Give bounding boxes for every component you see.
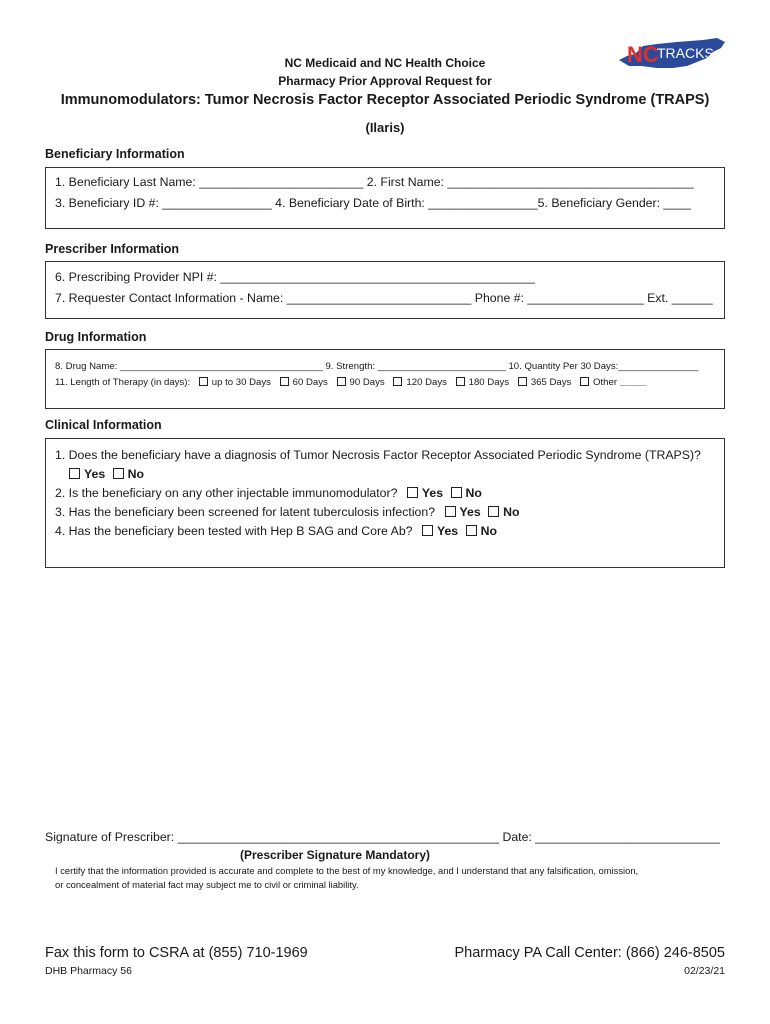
checkbox-30-days[interactable] bbox=[199, 377, 208, 386]
clinical-heading: Clinical Information bbox=[45, 418, 162, 432]
drug-heading: Drug Information bbox=[45, 330, 147, 344]
therapy-length-line bbox=[55, 377, 646, 388]
clinical-q4: 4. Has the beneficiary been tested with Hep B SAG and Core Ab? bbox=[55, 524, 413, 538]
signature-mandatory: (Prescriber Signature Mandatory) bbox=[239, 848, 431, 862]
drug-name-line[interactable]: 8. Drug Name: ______________________________________ 9. Strength: ________________________ 10. Quantity Per 30 Days:_______________ bbox=[55, 361, 699, 372]
beneficiary-box bbox=[45, 167, 725, 229]
checkbox-120-days[interactable] bbox=[393, 377, 402, 386]
beneficiary-heading: Beneficiary Information bbox=[45, 147, 185, 161]
page-subtitle: (Ilaris) bbox=[365, 120, 405, 135]
q2-no-checkbox[interactable] bbox=[451, 487, 462, 498]
q4-yes-checkbox[interactable] bbox=[422, 525, 433, 536]
fax-info: Fax this form to CSRA at (855) 710-1969 bbox=[45, 945, 308, 961]
clinical-q3-row bbox=[55, 505, 520, 519]
q3-yes-checkbox[interactable] bbox=[445, 506, 456, 517]
option-60-days: 60 Days bbox=[292, 377, 328, 388]
checkbox-other[interactable] bbox=[580, 377, 589, 386]
q3-no-checkbox[interactable] bbox=[488, 506, 499, 517]
checkbox-180-days[interactable] bbox=[456, 377, 465, 386]
option-other: Other bbox=[593, 377, 618, 388]
q3-yes-label: Yes bbox=[459, 505, 481, 519]
certification-line-2: or concealment of material fact may subject me to civil or criminal liability. bbox=[55, 879, 359, 890]
call-center-info: Pharmacy PA Call Center: (866) 246-8505 bbox=[454, 945, 725, 961]
beneficiary-id-line[interactable]: 3. Beneficiary ID #: ________________ 4. Beneficiary Date of Birth: ________________5. Beneficiary Gender: ____ bbox=[55, 196, 691, 210]
beneficiary-name-line[interactable]: 1. Beneficiary Last Name: ________________________ 2. First Name: ____________________________________ bbox=[55, 175, 694, 189]
clinical-q2: 2. Is the beneficiary on any other injectable immunomodulator? bbox=[55, 486, 398, 500]
option-120-days: 120 Days bbox=[406, 377, 447, 388]
other-blank[interactable]: _____ bbox=[619, 377, 647, 388]
q2-yes-label: Yes bbox=[421, 486, 444, 500]
option-180-days: 180 Days bbox=[468, 377, 510, 388]
q3-no-label: No bbox=[503, 505, 520, 519]
form-date: 02/23/21 bbox=[684, 965, 725, 977]
drug-box bbox=[45, 349, 725, 409]
clinical-q3: 3. Has the beneficiary been screened for latent tuberculosis infection? bbox=[55, 505, 436, 519]
svg-text:TRACKS: TRACKS bbox=[657, 45, 714, 61]
therapy-label: 11. Length of Therapy (in days): bbox=[55, 377, 191, 388]
form-id: DHB Pharmacy 56 bbox=[45, 965, 132, 977]
clinical-q1-answers bbox=[68, 467, 144, 481]
page-title: Immunomodulators: Tumor Necrosis Factor Receptor Associated Periodic Syndrome (TRAPS) bbox=[60, 92, 710, 108]
q1-no-label: No bbox=[127, 467, 145, 481]
checkbox-60-days[interactable] bbox=[280, 377, 289, 386]
clinical-q4-row bbox=[55, 524, 497, 538]
q1-yes-checkbox[interactable] bbox=[69, 468, 80, 479]
option-30-days: up to 30 Days bbox=[211, 377, 271, 388]
option-365-days: 365 Days bbox=[530, 377, 572, 388]
header-line-2: Pharmacy Prior Approval Request for bbox=[278, 74, 492, 88]
prescriber-box bbox=[45, 261, 725, 319]
certification-line-1: I certify that the information provided is accurate and complete to the best of my knowledge, and I understand that any falsification, omission, bbox=[55, 865, 639, 876]
checkbox-365-days[interactable] bbox=[518, 377, 527, 386]
q1-yes-label: Yes bbox=[84, 467, 106, 481]
svg-text:NC: NC bbox=[627, 42, 659, 67]
q2-no-label: No bbox=[465, 486, 482, 500]
requester-contact-line[interactable]: 7. Requester Contact Information - Name: ___________________________ Phone #: _________________ Ext. ______ bbox=[55, 291, 713, 305]
checkbox-90-days[interactable] bbox=[337, 377, 346, 386]
header-line-1: NC Medicaid and NC Health Choice bbox=[284, 56, 486, 70]
clinical-q2-row bbox=[55, 486, 482, 500]
prescriber-npi-line[interactable]: 6. Prescribing Provider NPI #: ______________________________________________ bbox=[55, 270, 535, 284]
q1-no-checkbox[interactable] bbox=[113, 468, 124, 479]
q4-yes-label: Yes bbox=[436, 524, 459, 538]
clinical-q1: 1. Does the beneficiary have a diagnosis of Tumor Necrosis Factor Receptor Associated Periodic Syndrome (TRAPS)? bbox=[55, 448, 701, 462]
clinical-box bbox=[45, 438, 725, 568]
prescriber-heading: Prescriber Information bbox=[45, 242, 180, 256]
q4-no-label: No bbox=[480, 524, 497, 538]
option-90-days: 90 Days bbox=[349, 377, 385, 388]
q4-no-checkbox[interactable] bbox=[466, 525, 477, 536]
signature-line[interactable]: Signature of Prescriber: _______________________________________________ Date: ___________________________ bbox=[45, 830, 720, 844]
q2-yes-checkbox[interactable] bbox=[407, 487, 418, 498]
